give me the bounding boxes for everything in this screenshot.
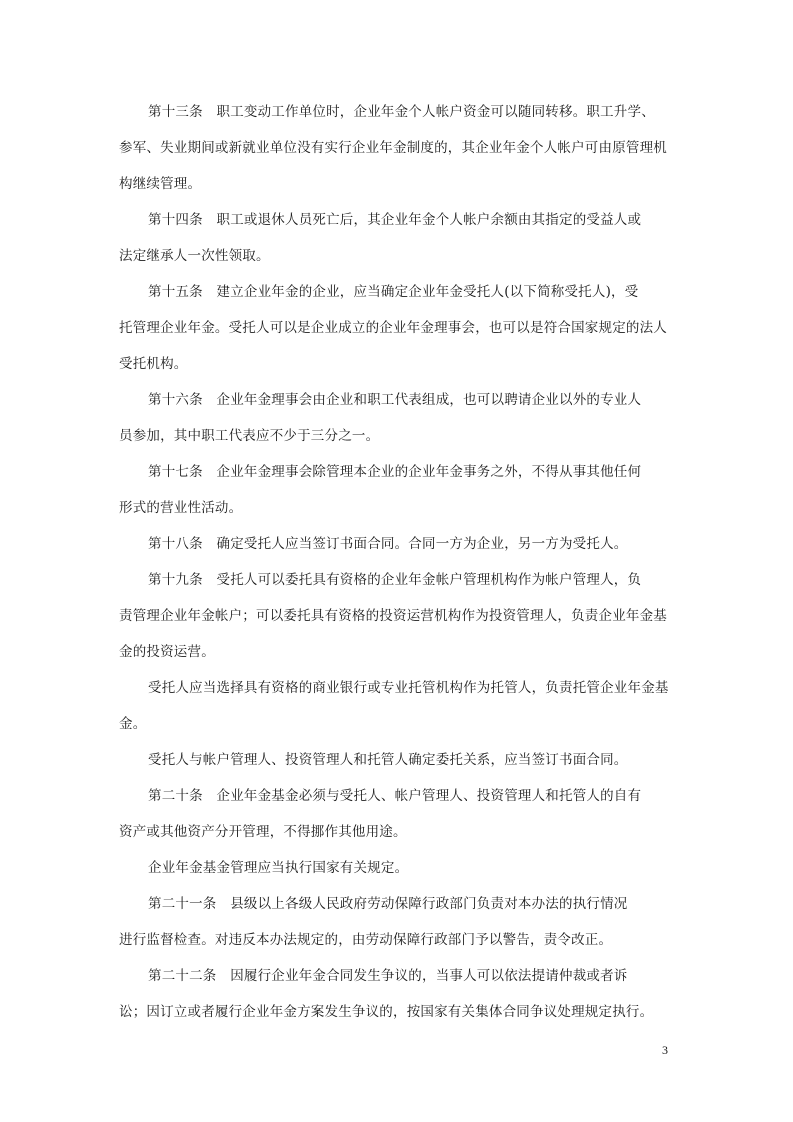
text-line: 托管理企业年金。受托人可以是企业成立的企业年金理事会，也可以是符合国家规定的法人 (119, 320, 667, 336)
text-line: 金的投资运营。 (119, 644, 215, 660)
text-line: 参军、失业期间或新就业单位没有实行企业年金制度的，其企业年金个人帐户可由原管理机 (119, 140, 667, 156)
text-line: 第二十二条 因履行企业年金合同发生争议的，当事人可以依法提请仲裁或者诉 (148, 968, 628, 984)
text-line: 形式的营业性活动。 (119, 500, 243, 516)
text-line: 责管理企业年金帐户；可以委托具有资格的投资运营机构作为投资管理人，负责企业年金基 (119, 608, 667, 624)
text-line: 企业年金基金管理应当执行国家有关规定。 (148, 860, 409, 876)
text-line: 讼；因订立或者履行企业年金方案发生争议的，按国家有关集体合同争议处理规定执行。 (119, 1004, 654, 1020)
text-line: 法定继承人一次性领取。 (119, 248, 270, 264)
text-line: 第二十条 企业年金基金必须与受托人、帐户管理人、投资管理人和托管人的自有 (148, 788, 642, 804)
text-line: 第十八条 确定受托人应当签订书面合同。合同一方为企业，另一方为受托人。 (148, 536, 628, 552)
text-line: 第十五条 建立企业年金的企业，应当确定企业年金受托人(以下简称受托人)，受 (148, 284, 639, 300)
text-line: 资产或其他资产分开管理，不得挪作其他用途。 (119, 824, 407, 840)
page-number: 3 (662, 1043, 668, 1057)
text-line: 受托人与帐户管理人、投资管理人和托管人确定委托关系，应当签订书面合同。 (148, 752, 628, 768)
text-line: 第十四条 职工或退休人员死亡后，其企业年金个人帐户余额由其指定的受益人或 (148, 212, 642, 228)
text-line: 受托人应当选择具有资格的商业银行或专业托管机构作为托管人，负责托管企业年金基 (148, 680, 669, 696)
text-line: 进行监督检查。对违反本办法规定的，由劳动保障行政部门予以警告，责令改正。 (119, 932, 613, 948)
text-line: 第十三条 职工变动工作单位时，企业年金个人帐户资金可以随同转移。职工升学、 (148, 104, 655, 120)
text-line: 第十九条 受托人可以委托具有资格的企业年金帐户管理机构作为帐户管理人，负 (148, 572, 642, 588)
text-line: 第十六条 企业年金理事会由企业和职工代表组成，也可以聘请企业以外的专业人 (148, 392, 642, 408)
text-line: 金。 (119, 716, 147, 732)
text-line: 构继续管理。 (119, 176, 202, 192)
text-line: 第二十一条 县级以上各级人民政府劳动保障行政部门负责对本办法的执行情况 (148, 896, 628, 912)
text-line: 第十七条 企业年金理事会除管理本企业的企业年金事务之外，不得从事其他任何 (148, 464, 642, 480)
text-line: 员参加，其中职工代表应不少于三分之一。 (119, 428, 380, 444)
text-line: 受托机构。 (119, 356, 188, 372)
